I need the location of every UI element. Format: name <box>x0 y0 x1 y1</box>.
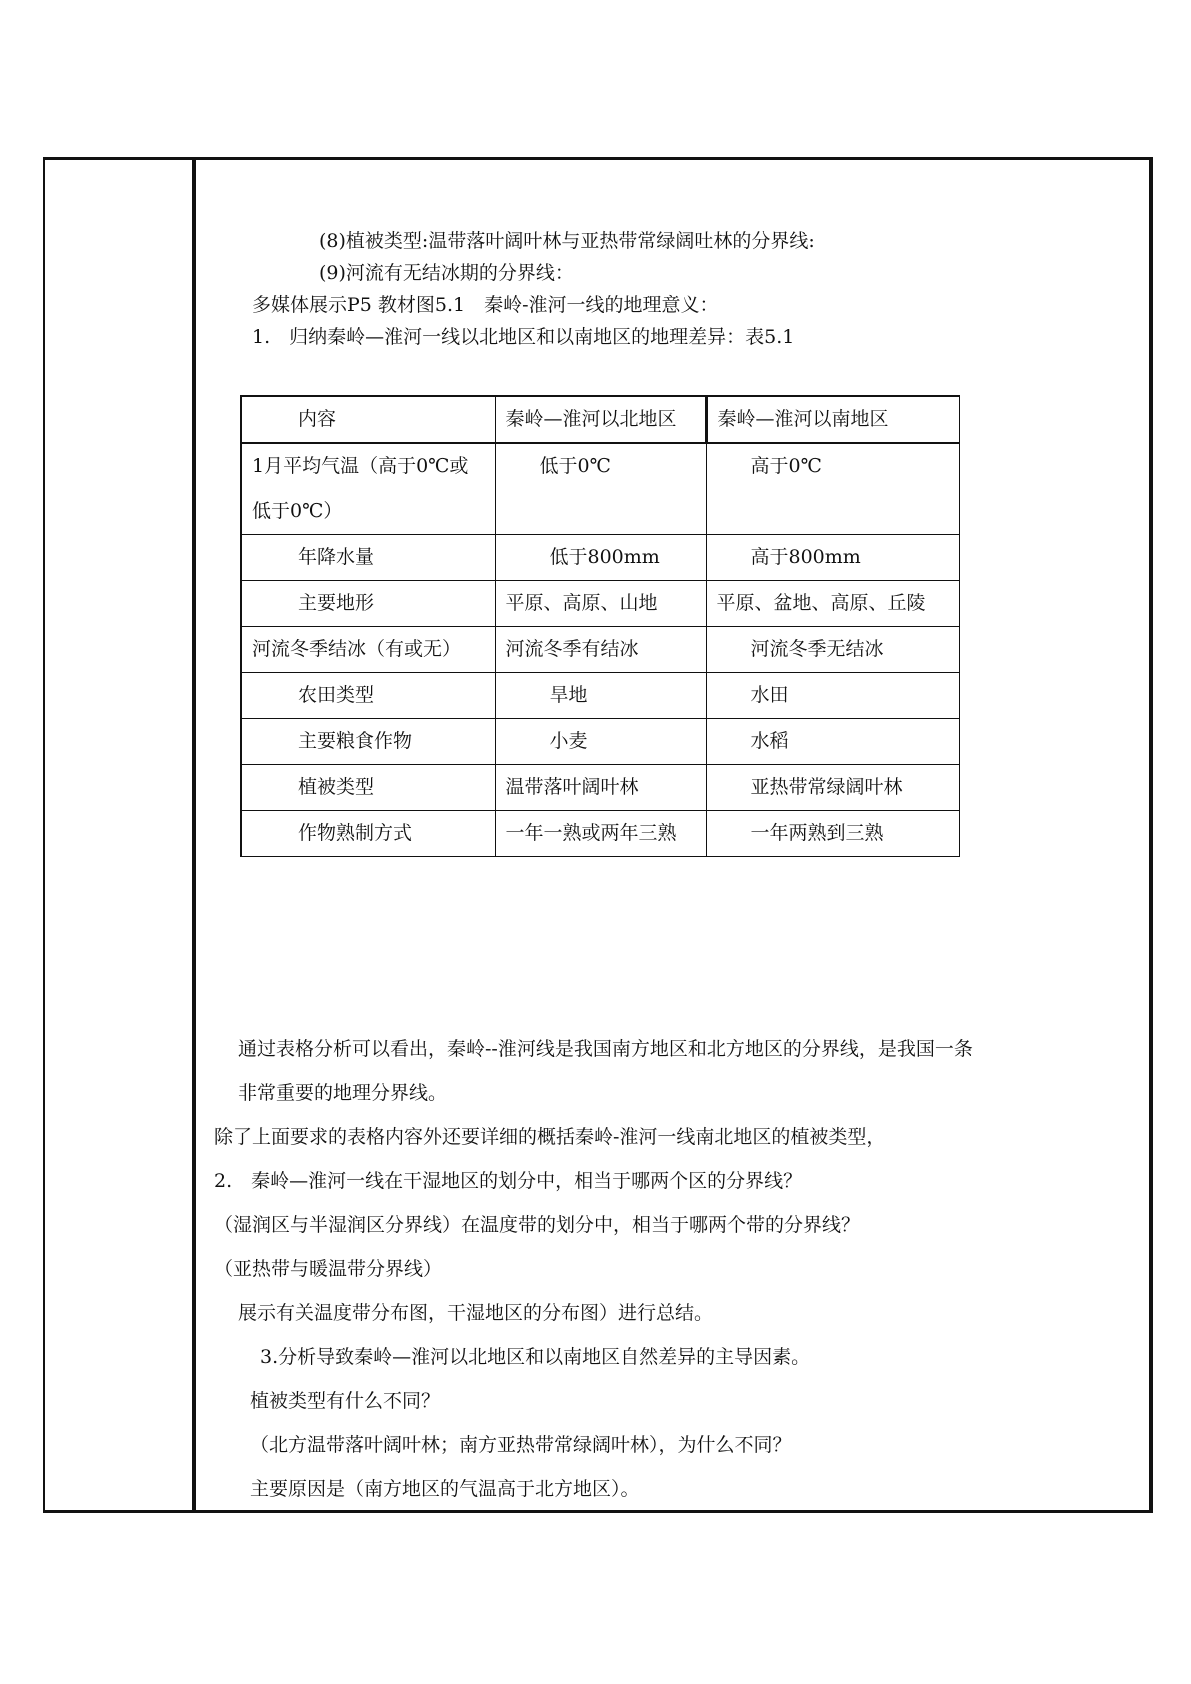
row-label: 年降水量 <box>241 535 495 581</box>
header-content: 内容 <box>241 396 495 443</box>
table-row <box>241 627 959 673</box>
south-cell: 水稻 <box>706 719 959 765</box>
north-cell: 一年一熟或两年三熟 <box>495 811 706 857</box>
row-label: 作物熟制方式 <box>241 811 495 857</box>
multimedia-line: 多媒体展示P5 教材图5.1 秦岭-淮河一线的地理意义： <box>252 294 719 316</box>
answer-2-temperature: （亚热带与暖温带分界线） <box>214 1258 443 1280</box>
question-2: 2. 秦岭—淮河一线在干湿地区的划分中，相当于哪两个区的分界线？ <box>214 1170 803 1192</box>
item-9-river-ice: (9)河流有无结冰期的分界线： <box>319 262 574 284</box>
south-cell: 平原、盆地、高原、丘陵 <box>706 581 959 627</box>
north-cell: 平原、高原、山地 <box>495 581 706 627</box>
table-header-row <box>241 396 959 443</box>
item-8-vegetation: (8)植被类型:温带落叶阔叶林与亚热带常绿阔吐林的分界线: <box>319 230 815 252</box>
row-label: 河流冬季结冰（有或无） <box>241 627 495 673</box>
row-label: 主要粮食作物 <box>241 719 495 765</box>
north-cell: 旱地 <box>495 673 706 719</box>
conclusion-line-1: 通过表格分析可以看出，秦岭--淮河线是我国南方地区和北方地区的分界线，是我国一条 <box>238 1038 973 1060</box>
south-cell: 高于800mm <box>706 535 959 581</box>
table-row <box>241 443 959 535</box>
vegetation-note: 除了上面要求的表格内容外还要详细的概括秦岭-淮河一线南北地区的植被类型， <box>214 1126 886 1148</box>
south-cell: 一年两熟到三熟 <box>706 811 959 857</box>
answer-2-humidity: （湿润区与半湿润区分界线）在温度带的划分中，相当于哪两个带的分界线？ <box>214 1214 861 1236</box>
summary-show-maps: 展示有关温度带分布图，干湿地区的分布图）进行总结。 <box>238 1302 714 1324</box>
south-cell: 亚热带常绿阔叶林 <box>706 765 959 811</box>
south-cell: 水田 <box>706 673 959 719</box>
south-cell: 河流冬季无结冰 <box>706 627 959 673</box>
north-cell: 小麦 <box>495 719 706 765</box>
question-3: 3.分析导致秦岭—淮河以北地区和以南地区自然差异的主导因素。 <box>260 1346 811 1368</box>
difference-table <box>240 395 960 857</box>
row-label: 农田类型 <box>241 673 495 719</box>
header-south: 秦岭—淮河以南地区 <box>706 396 959 443</box>
question-3c: 主要原因是（南方地区的气温高于北方地区）。 <box>250 1478 640 1500</box>
question-3a: 植被类型有什么不同？ <box>250 1390 441 1412</box>
summary-heading-1: 1. 归纳秦岭—淮河一线以北地区和以南地区的地理差异：表5.1 <box>252 326 795 348</box>
table-row <box>241 535 959 581</box>
table-row <box>241 673 959 719</box>
row-label: 植被类型 <box>241 765 495 811</box>
table-row <box>241 581 959 627</box>
north-cell: 河流冬季有结冰 <box>495 627 706 673</box>
table-row <box>241 719 959 765</box>
row-label: 主要地形 <box>241 581 495 627</box>
north-cell: 温带落叶阔叶林 <box>495 765 706 811</box>
column-divider <box>192 157 196 1513</box>
row-label: 1月平均气温（高于0℃或低于0℃） <box>241 443 495 535</box>
table-row <box>241 811 959 857</box>
header-north: 秦岭—淮河以北地区 <box>495 396 706 443</box>
north-cell: 低于0℃ <box>495 443 706 535</box>
conclusion-line-2: 非常重要的地理分界线。 <box>238 1082 448 1104</box>
south-cell: 高于0℃ <box>706 443 959 535</box>
table-row <box>241 765 959 811</box>
question-3b: （北方温带落叶阔叶林；南方亚热带常绿阔叶林），为什么不同？ <box>250 1434 792 1456</box>
north-cell: 低于800mm <box>495 535 706 581</box>
